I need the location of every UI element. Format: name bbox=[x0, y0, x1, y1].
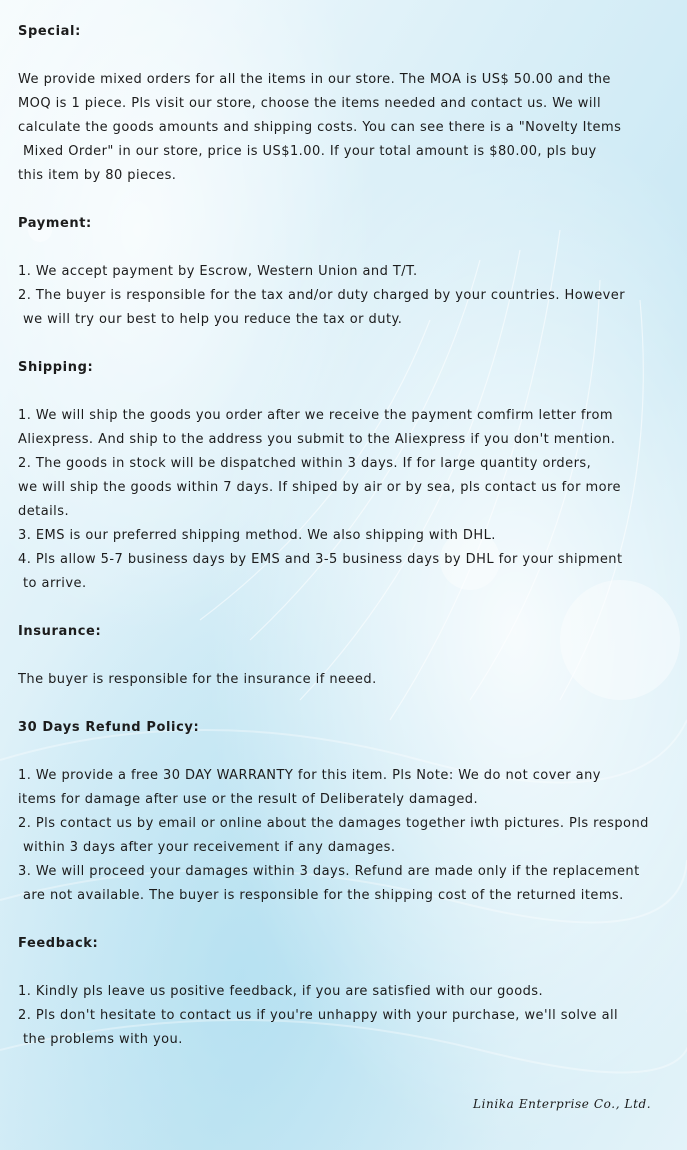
section-text-line: 2. The goods in stock will be dispatched within 3 days. If for large quantity orders, bbox=[18, 456, 592, 471]
section-text-line: 1. We will ship the goods you order after we receive the payment comfirm letter from bbox=[18, 408, 613, 423]
section-text-line: 3. We will proceed your damages within 3 days. Refund are made only if the replacement bbox=[18, 864, 640, 879]
section-text-line: we will try our best to help you reduce the tax or duty. bbox=[23, 312, 403, 327]
section-text-line: Mixed Order" in our store, price is US$1.00. If your total amount is $80.00, pls buy bbox=[23, 144, 597, 159]
company-signature: Linika Enterprise Co., Ltd. bbox=[473, 1097, 652, 1111]
section-text-line: 1. Kindly pls leave us positive feedback, if you are satisfied with our goods. bbox=[18, 984, 544, 999]
section-text-line: the problems with you. bbox=[23, 1032, 183, 1047]
section-heading: Shipping: bbox=[18, 360, 94, 375]
section-heading: Feedback: bbox=[18, 936, 99, 951]
section-heading: Payment: bbox=[18, 216, 92, 231]
section-text-line: to arrive. bbox=[23, 576, 87, 591]
section-text-line: We provide mixed orders for all the items in our store. The MOA is US$ 50.00 and the bbox=[18, 72, 611, 87]
section-text-line: within 3 days after your receivement if any damages. bbox=[23, 840, 396, 855]
section-heading: Insurance: bbox=[18, 624, 102, 639]
section-heading: 30 Days Refund Policy: bbox=[18, 720, 200, 735]
section-text-line: 2. The buyer is responsible for the tax and/or duty charged by your countries. However bbox=[18, 288, 626, 303]
section-text-line: 2. Pls don't hesitate to contact us if you're unhappy with your purchase, we'll solve all bbox=[18, 1008, 619, 1023]
section-text-line: details. bbox=[18, 504, 70, 519]
section-text-line: 1. We accept payment by Escrow, Western Union and T/T. bbox=[18, 264, 418, 279]
section-text-line: are not available. The buyer is responsible for the shipping cost of the returned items. bbox=[23, 888, 624, 903]
section-text-line: Aliexpress. And ship to the address you submit to the Aliexpress if you don't mention. bbox=[18, 432, 616, 447]
section-text-line: items for damage after use or the result of Deliberately damaged. bbox=[18, 792, 479, 807]
section-text-line: 2. Pls contact us by email or online about the damages together iwth pictures. Pls respond bbox=[18, 816, 649, 831]
section-text-line: this item by 80 pieces. bbox=[18, 168, 177, 183]
section-text-line: 4. Pls allow 5-7 business days by EMS and 3-5 business days by DHL for your shipment bbox=[18, 552, 623, 567]
section-text-line: The buyer is responsible for the insurance if neeed. bbox=[18, 672, 377, 687]
section-text-line: MOQ is 1 piece. Pls visit our store, choose the items needed and contact us. We will bbox=[18, 96, 602, 111]
section-text-line: 3. EMS is our preferred shipping method. We also shipping with DHL. bbox=[18, 528, 496, 543]
section-heading: Special: bbox=[18, 24, 81, 39]
section-text-line: we will ship the goods within 7 days. If shiped by air or by sea, pls contact us for more bbox=[18, 480, 621, 495]
section-text-line: 1. We provide a free 30 DAY WARRANTY for this item. Pls Note: We do not cover any bbox=[18, 768, 601, 783]
section-text-line: calculate the goods amounts and shipping costs. You can see there is a "Novelty Items bbox=[18, 120, 622, 135]
